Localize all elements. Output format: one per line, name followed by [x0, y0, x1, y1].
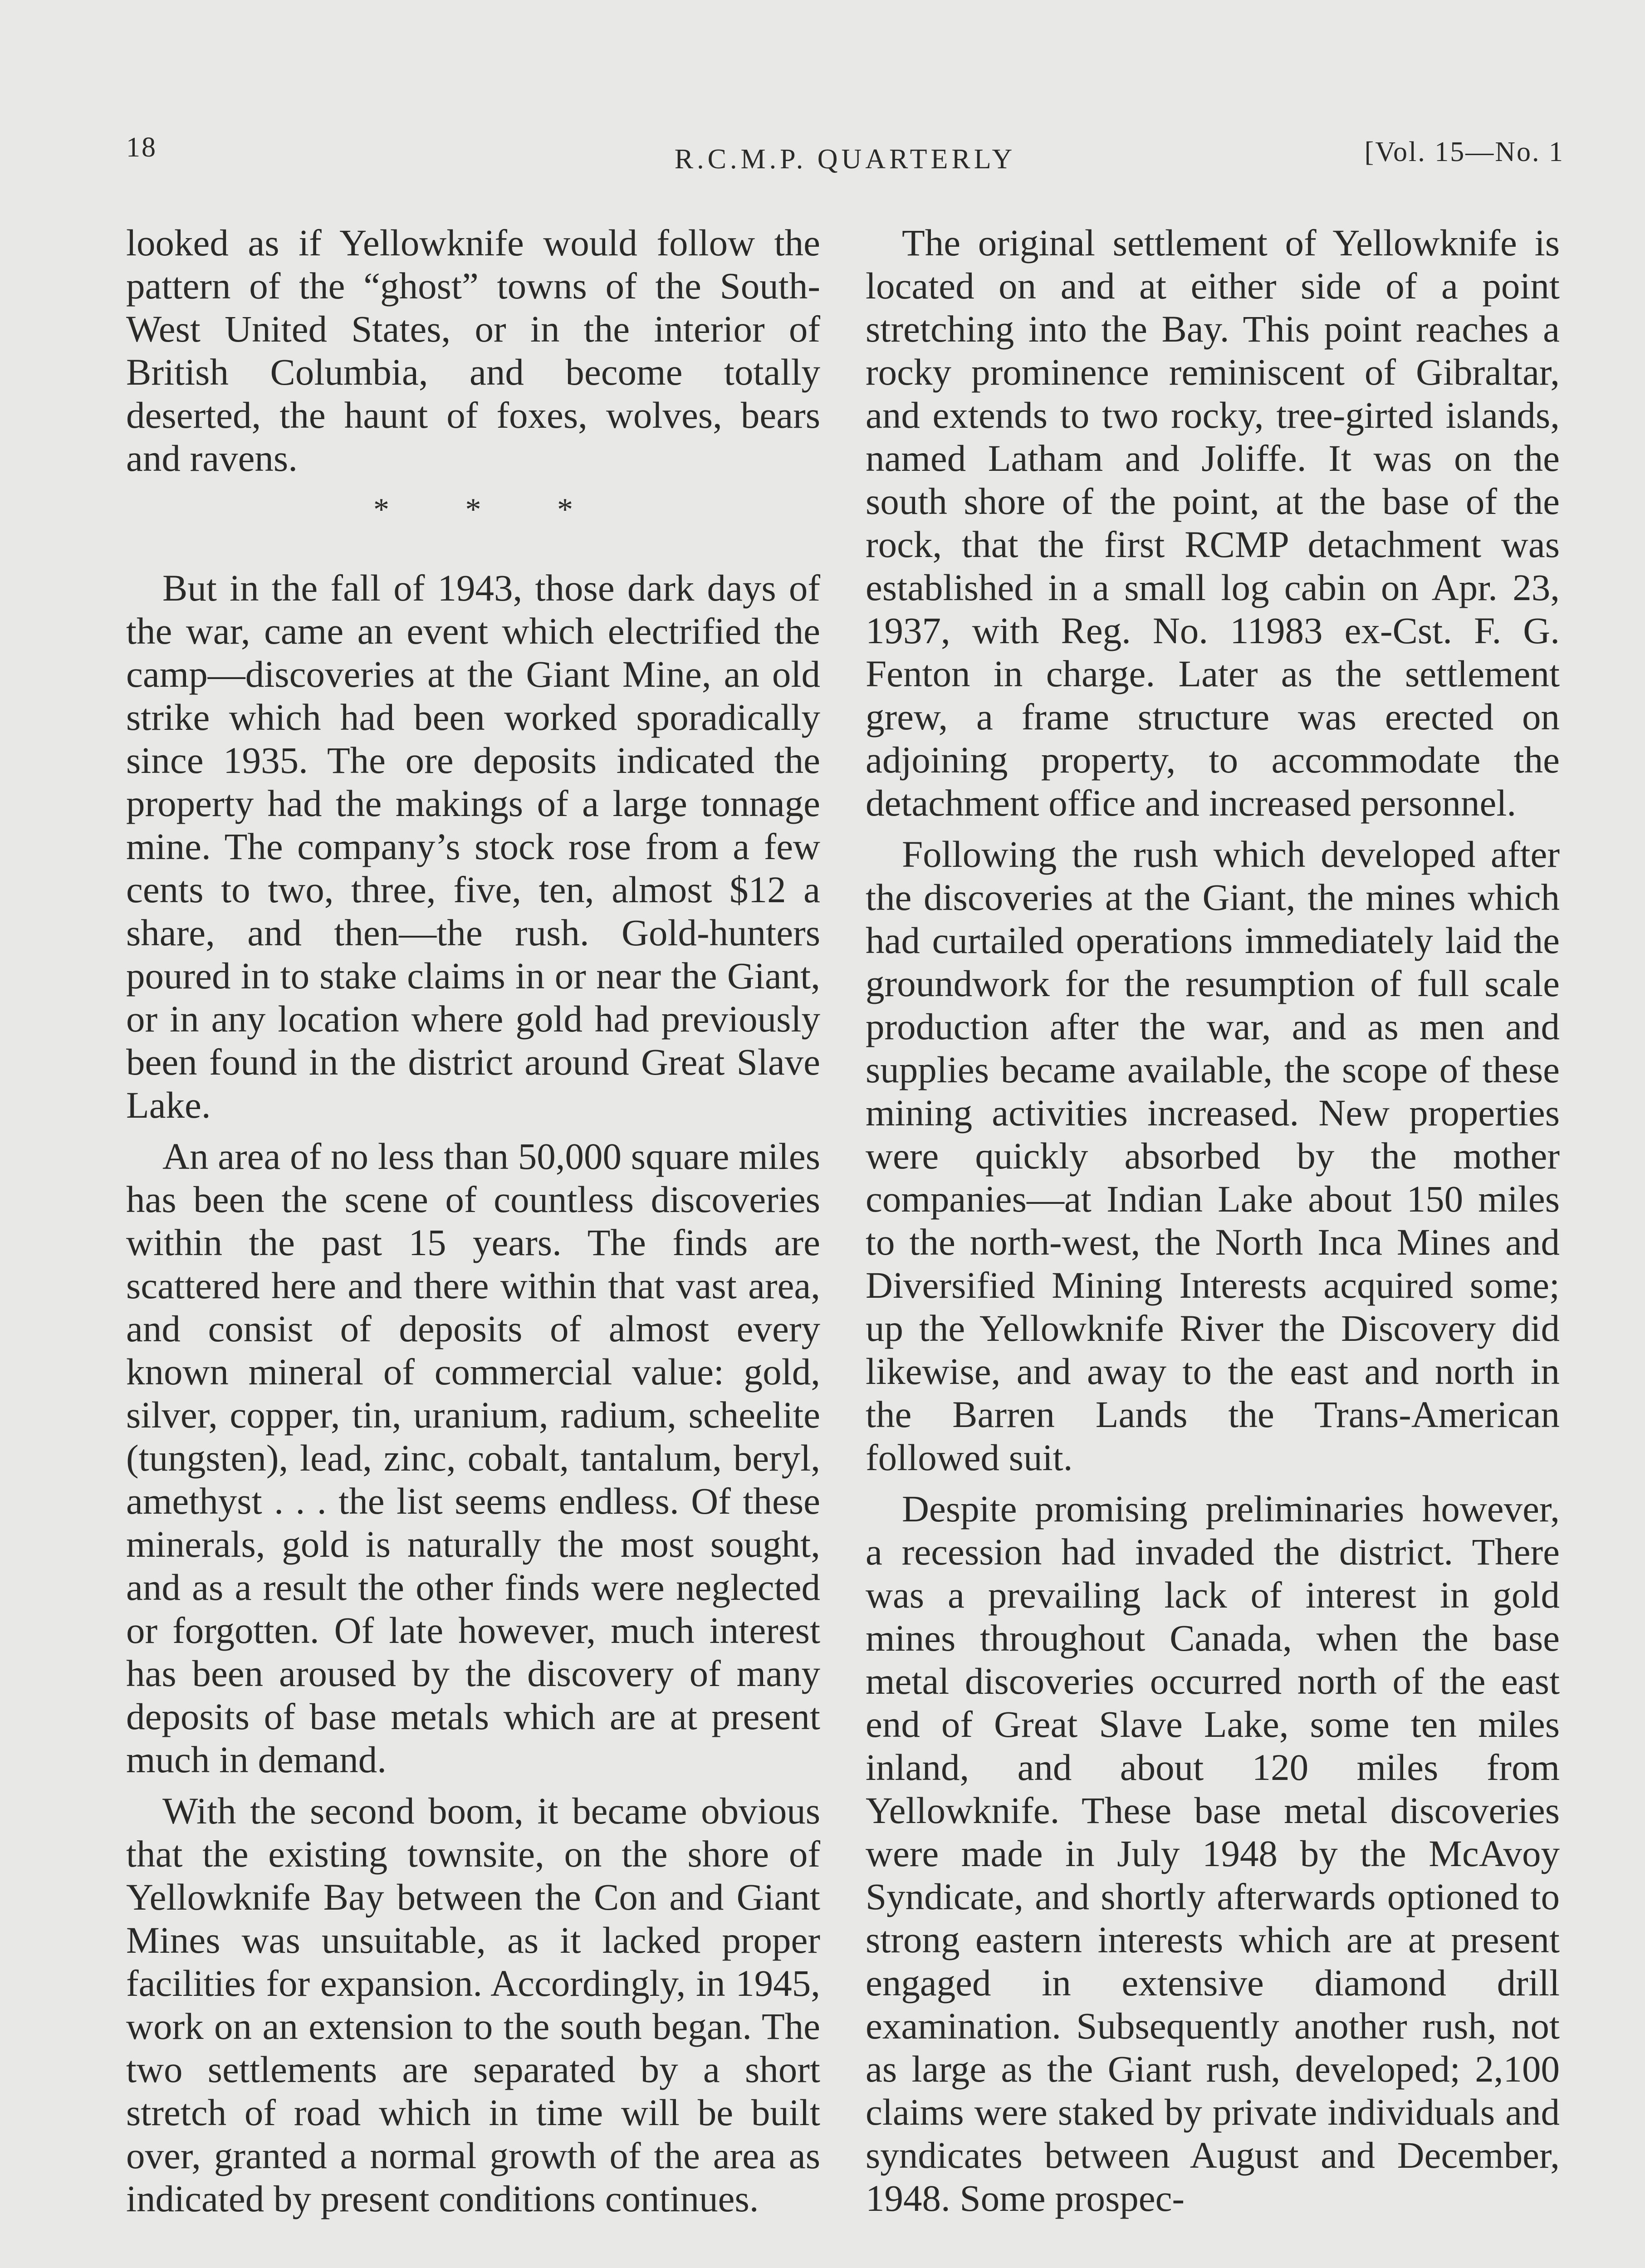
- paragraph: The original settlement of Yellowknife is located on and at either side of a point stretching into the Bay. This point reaches a rocky prominence reminiscent of Gibraltar, and extends to two rocky, tree-girted islands, named Latham and Joliffe. It was on the south shore of the point, at the base of the rock, that the first RCMP detachment was established in a small log cabin on Apr. 23, 1937, with Reg. No. 11983 ex-Cst. F. G. Fenton in charge. Later as the settlement grew, a frame structure was erected on adjoining property, to accommodate the detachment office and increased personnel.: [866, 222, 1560, 824]
- right-column: [866, 221, 1560, 2228]
- paragraph: Despite promising preliminaries however, a recession had invaded the district. There was a prevailing lack of interest in gold mines throughout Canada, when the base metal discoveries occurred north of the east end of Great Slave Lake, some ten miles inland, and about 120 miles from Yellowknife. These base metal discoveries were made in July 1948 by the McAvoy Syndicate, and shortly afterwards optioned to strong eastern interests which are at present engaged in extensive diamond drill examination. Subsequently another rush, not as large as the Giant rush, developed; 2,100 claims were staked by private individuals and syndicates between August and December, 1948. Some prospec-: [866, 1488, 1560, 2219]
- section-separator: * * *: [373, 492, 573, 527]
- journal-title: R.C.M.P. QUARTERLY: [674, 144, 1016, 175]
- left-column: [126, 221, 820, 2229]
- page-number: 18: [126, 132, 157, 163]
- paragraph: With the second boom, it became obvious that the existing townsite, on the shore of Yellowknife Bay between the Con and Giant Mines was unsuitable, as it lacked proper facilities for expansion. Accordingly, in 1945, work on an extension to the south began. The two settlements are separated by a short stretch of road which in time will be built over, granted a normal growth of the area as indicated by present conditions continues.: [126, 1790, 820, 2219]
- paragraph: Following the rush which developed after the discoveries at the Giant, the mines which had curtailed operations immediately laid the groundwork for the resumption of full scale production after the war, and as men and supplies became available, the scope of these mining activities increased. New properties were quickly absorbed by the mother companies—at Indian Lake about 150 miles to the north-west, the North Inca Mines and Diversified Mining Interests acquired some; up the Yellowknife River the Discovery did likewise, and away to the east and north in the Barren Lands the Trans-American followed suit.: [866, 833, 1560, 1478]
- volume-issue: [Vol. 15—No. 1: [1364, 137, 1564, 167]
- paragraph: An area of no less than 50,000 square miles has been the scene of countless discoveries within the past 15 years. The finds are scattered here and there within that vast area, and consist of deposits of almost every known mineral of commercial value: gold, silver, copper, tin, uranium, radium, scheelite (tungsten), lead, zinc, cobalt, tantalum, beryl, amethyst . . . the list seems endless. Of these minerals, gold is naturally the most sought, and as a result the other finds were neglected or forgotten. Of late however, much interest has been aroused by the discovery of many deposits of base metals which are at present much in demand.: [126, 1135, 820, 1780]
- paragraph: looked as if Yellowknife would follow the pattern of the “ghost” towns of the South-West United States, or in the interior of British Columbia, and become totally deserted, the haunt of foxes, wolves, bears and ravens.: [126, 222, 820, 479]
- page-header: [126, 132, 1564, 181]
- paragraph: But in the fall of 1943, those dark days of the war, came an event which electrified the camp—discoveries at the Giant Mine, an old strike which had been worked sporadically since 1935. The ore deposits indicated the property had the makings of a large tonnage mine. The company’s stock rose from a few cents to two, three, five, ten, almost $12 a share, and then—the rush. Gold-hunters poured in to stake claims in or near the Giant, or in any location where gold had previously been found in the district around Great Slave Lake.: [126, 567, 820, 1126]
